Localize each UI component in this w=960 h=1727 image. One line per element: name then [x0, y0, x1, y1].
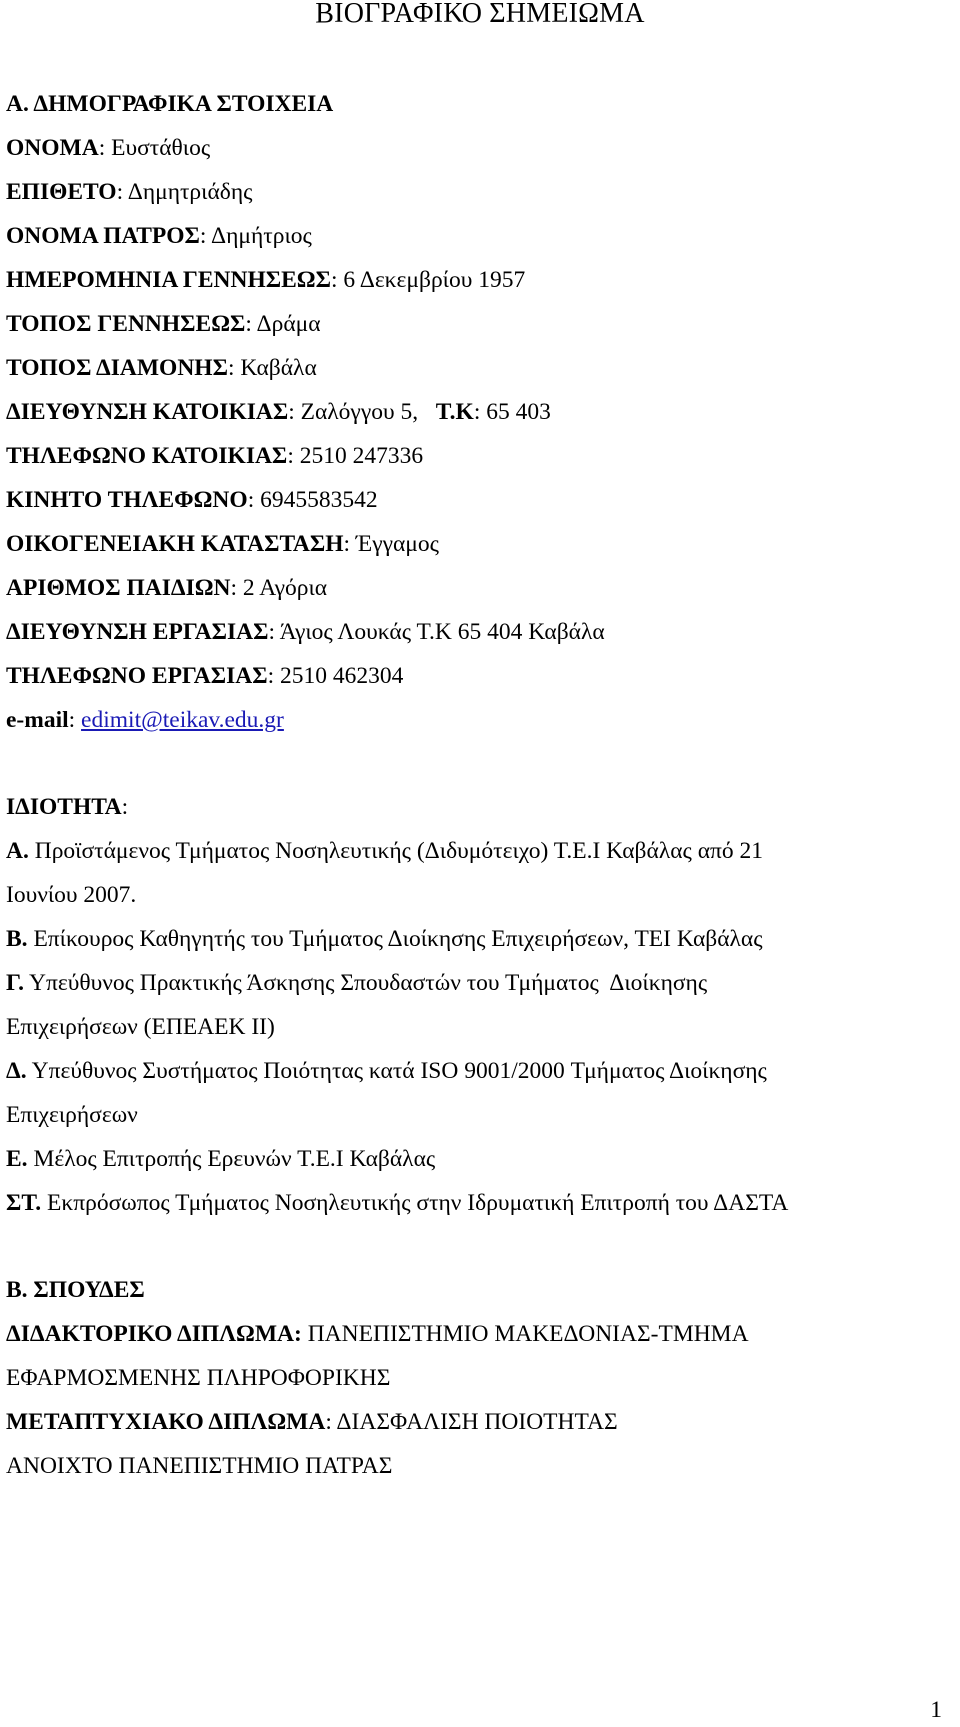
field-label: ΕΠΙΘΕΤΟ: [6, 179, 117, 205]
field-label: ΑΡΙΘΜΟΣ ΠΑΙΔΙΩΝ: [6, 575, 231, 601]
position-text: Υπεύθυνος Συστήματος Ποιότητας κατά ISO 9001/2000 Τμήματος Διοίκησης: [31, 1058, 767, 1084]
position-item-continuation: Επιχειρήσεων: [6, 1102, 138, 1128]
position-marker: ΣΤ.: [6, 1190, 42, 1216]
field-separator: :: [68, 707, 82, 733]
field-value: : 2510 462304: [267, 663, 404, 689]
positions-heading-colon: :: [121, 794, 129, 820]
position-marker: Ε.: [6, 1146, 28, 1172]
field-label: ΤΟΠΟΣ ΓΕΝΝΗΣΕΩΣ: [6, 311, 246, 337]
field-label: ΤΗΛΕΦΩΝΟ ΕΡΓΑΣΙΑΣ: [6, 663, 268, 689]
field-work-phone: [6, 662, 954, 690]
field-masters-continuation: ΑΝΟΙΧΤΟ ΠΑΝΕΠΙΣΤΗΜΙΟ ΠΑΤΡΑΣ: [6, 1453, 393, 1479]
position-item: [6, 1145, 954, 1173]
positions-heading: [6, 793, 954, 821]
field-value: : 6 Δεκεμβρίου 1957: [330, 267, 526, 293]
field-label: ΗΜΕΡΟΜΗΝΙΑ ΓΕΝΝΗΣΕΩΣ: [6, 267, 331, 293]
field-value: : ΔΙΑΣΦΑΛΙΣΗ ΠΟΙΟΤΗΤΑΣ: [325, 1409, 618, 1435]
position-text: Εκπρόσωπος Τμήματος Νοσηλευτικής στην Ιδρυματική Επιτροπή του ΔΑΣΤΑ: [47, 1190, 789, 1216]
position-marker: Δ.: [6, 1058, 27, 1084]
field-birthdate: [6, 266, 954, 294]
demographics-heading: Α. ΔΗΜΟΓΡΑΦΙΚΑ ΣΤΟΙΧΕΙΑ: [6, 91, 334, 117]
field-label: ΔΙΕΥΘΥΝΣΗ ΚΑΤΟΙΚΙΑΣ: [6, 399, 289, 425]
document-title: ΒΙΟΓΡΑΦΙΚΟ ΣΗΜΕΙΩΜΑ: [315, 0, 645, 29]
field-work-address: [6, 618, 954, 646]
position-item-continuation: Επιχειρήσεων (ΕΠΕΑΕΚ ΙΙ): [6, 1014, 275, 1040]
field-value: : Δημήτριος: [199, 223, 312, 249]
field-label: ΟΝΟΜΑ: [6, 135, 99, 161]
position-text: Προϊστάμενος Τμήματος Νοσηλευτικής (Διδυμότειχο) Τ.Ε.Ι Καβάλας από 21: [34, 838, 764, 864]
position-item: [6, 1189, 954, 1217]
email-link[interactable]: edimit@teikav.edu.gr: [81, 707, 284, 733]
position-item-continuation: Ιουνίου 2007.: [6, 882, 137, 908]
field-value: : Έγγαμος: [343, 531, 439, 557]
field-name: [6, 134, 954, 162]
postal-code-value: : 65 403: [473, 399, 551, 425]
field-label: e-mail: [6, 707, 69, 733]
field-value: : 2510 247336: [287, 443, 424, 469]
field-value: : 2 Αγόρια: [230, 575, 328, 601]
position-text: Μέλος Επιτροπής Ερευνών Τ.Ε.Ι Καβάλας: [33, 1146, 436, 1172]
field-birthplace: [6, 310, 954, 338]
field-value: : Ευστάθιος: [98, 135, 211, 161]
field-label: ΜΕΤΑΠΤΥΧΙΑΚΟ ΔΙΠΛΩΜΑ: [6, 1409, 326, 1435]
position-text: Υπεύθυνος Πρακτικής Άσκησης Σπουδαστών του Τμήματος Διοίκησης: [29, 970, 708, 996]
field-value: : Δράμα: [245, 311, 321, 337]
field-value: : Καβάλα: [227, 355, 317, 381]
position-marker: Γ.: [6, 970, 24, 996]
field-home-phone: [6, 442, 954, 470]
position-item: [6, 969, 954, 997]
field-surname: [6, 178, 954, 206]
field-email: [6, 706, 954, 734]
position-text: Επίκουρος Καθηγητής του Τμήματος Διοίκησης Επιχειρήσεων, ΤΕΙ Καβάλας: [33, 926, 763, 952]
field-children: [6, 574, 954, 602]
position-item: [6, 1057, 954, 1085]
field-label: ΔΙΔΑΚΤΟΡΙΚΟ ΔΙΠΛΩΜΑ:: [6, 1321, 302, 1347]
field-mobile-phone: [6, 486, 954, 514]
field-label: ΔΙΕΥΘΥΝΣΗ ΕΡΓΑΣΙΑΣ: [6, 619, 269, 645]
field-doctorate-continuation: ΕΦΑΡΜΟΣΜΕΝΗΣ ΠΛΗΡΟΦΟΡΙΚΗΣ: [6, 1365, 391, 1391]
field-value: : Ζαλόγγου 5,: [288, 399, 436, 425]
position-marker: Α.: [6, 838, 29, 864]
field-label: ΤΟΠΟΣ ΔΙΑΜΟΝΗΣ: [6, 355, 228, 381]
field-value: : Άγιος Λουκάς Τ.Κ 65 404 Καβάλα: [268, 619, 605, 645]
studies-heading: Β. ΣΠΟΥΔΕΣ: [6, 1277, 145, 1303]
field-marital-status: [6, 530, 954, 558]
field-label: ΟΝΟΜΑ ΠΑΤΡΟΣ: [6, 223, 200, 249]
position-item: [6, 925, 954, 953]
field-label: ΚΙΝΗΤΟ ΤΗΛΕΦΩΝΟ: [6, 487, 248, 513]
field-masters: [6, 1408, 954, 1436]
page-number: 1: [930, 1697, 942, 1723]
field-doctorate: [6, 1320, 954, 1348]
position-item: [6, 837, 954, 865]
postal-code-label: Τ.Κ: [435, 399, 474, 425]
field-value: : 6945583542: [247, 487, 378, 513]
field-father-name: [6, 222, 954, 250]
field-value: : Δημητριάδης: [116, 179, 253, 205]
positions-heading-label: ΙΔΙΟΤΗΤΑ: [6, 794, 122, 820]
field-label: ΟΙΚΟΓΕΝΕΙΑΚΗ ΚΑΤΑΣΤΑΣΗ: [6, 531, 344, 557]
field-label: ΤΗΛΕΦΩΝΟ ΚΑΤΟΙΚΙΑΣ: [6, 443, 288, 469]
field-home-address: [6, 398, 954, 426]
field-value: ΠΑΝΕΠΙΣΤΗΜΙΟ ΜΑΚΕΔΟΝΙΑΣ-ΤΜΗΜΑ: [301, 1321, 749, 1347]
position-marker: Β.: [6, 926, 28, 952]
field-residence: [6, 354, 954, 382]
